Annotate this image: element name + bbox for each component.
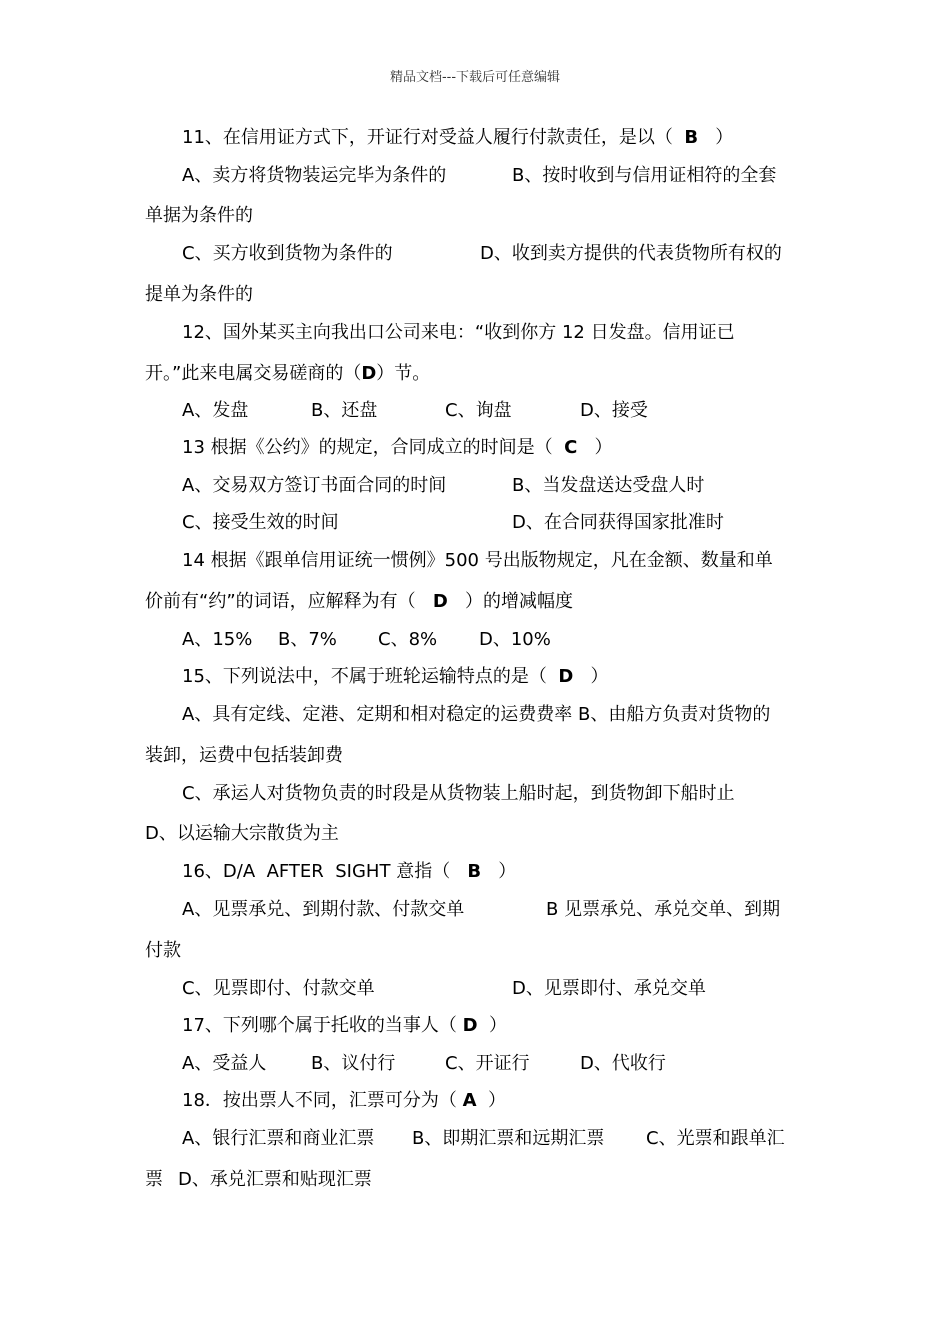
- question-12-line1: 12、国外某买主向我出口公司来电：“收到你方 12 日发盘。信用证已: [182, 322, 735, 343]
- question-15-text: 15、下列说法中，不属于班轮运输特点的是（: [182, 666, 547, 687]
- question-17-answer: D: [462, 1015, 478, 1036]
- question-12-line2: [145, 362, 430, 386]
- question-15-option-c: C、承运人对货物负责的时段是从货物装上船时起，到货物卸下船时止: [182, 783, 735, 804]
- page-header: 精品文档---下载后可任意编辑: [389, 70, 561, 85]
- question-16-answer: B: [467, 861, 482, 882]
- question-16-option-d: D、见票即付、承兑交单: [512, 978, 706, 999]
- question-16-option-b-cont: 付款: [145, 940, 181, 961]
- question-18-close: ）: [488, 1090, 507, 1111]
- question-15-option-d: D、以运输大宗散货为主: [145, 823, 339, 844]
- question-11-answer: B: [684, 127, 699, 148]
- question-15-option-ab: A、具有定线、定港、定期和相对稳定的运费费率 B、由船方负责对货物的: [182, 704, 771, 725]
- question-17-option-d: D、代收行: [580, 1053, 666, 1074]
- question-11-close: ）: [715, 127, 734, 148]
- question-14-answer: D: [432, 591, 448, 612]
- question-11-stem: [182, 126, 733, 150]
- question-13-stem: [182, 436, 612, 460]
- question-14-line1: 14 根据《跟单信用证统一惯例》500 号出版物规定，凡在金额、数量和单: [182, 550, 773, 571]
- question-18-option-a: A、银行汇票和商业汇票: [182, 1128, 375, 1149]
- question-16-option-a: A、见票承兑、到期付款、付款交单: [182, 899, 465, 920]
- question-12-option-b: B、还盘: [311, 400, 378, 421]
- question-14-line2-pre: 价前有“约”的词语，应解释为有（: [145, 591, 416, 612]
- question-14-line2: [145, 590, 573, 614]
- question-15-option-b-cont: 装卸，运费中包括装卸费: [145, 745, 343, 766]
- question-11-text: 11、在信用证方式下，开证行对受益人履行付款责任，是以（: [182, 127, 673, 148]
- question-18-option-b: B、即期汇票和远期汇票: [412, 1128, 605, 1149]
- question-13-text: 13 根据《公约》的规定，合同成立的时间是（: [182, 437, 553, 458]
- question-14-option-c: C、8%: [378, 629, 438, 650]
- question-11-option-a: A、卖方将货物装运完毕为条件的: [182, 165, 447, 186]
- question-17-stem: [182, 1014, 507, 1038]
- question-15-answer: D: [558, 666, 574, 687]
- question-17-option-c: C、开证行: [445, 1053, 530, 1074]
- question-16-option-b: B 见票承兑、承兑交单、到期: [546, 899, 781, 920]
- question-18-text: 18．按出票人不同，汇票可分为（: [182, 1090, 457, 1111]
- question-18-answer: A: [462, 1090, 477, 1111]
- question-18-stem: [182, 1089, 506, 1113]
- question-14-option-a: A、15%: [182, 629, 253, 650]
- question-12-option-c: C、询盘: [445, 400, 512, 421]
- question-12-option-d: D、接受: [580, 400, 648, 421]
- question-12-answer: D: [361, 363, 377, 384]
- question-13-option-b: B、当发盘送达受盘人时: [512, 475, 705, 496]
- question-11-option-d: D、收到卖方提供的代表货物所有权的: [480, 243, 782, 264]
- question-12-option-a: A、发盘: [182, 400, 249, 421]
- question-18-option-c-cont: 票: [145, 1169, 163, 1190]
- question-17-option-a: A、受益人: [182, 1053, 267, 1074]
- question-16-option-c: C、见票即付、付款交单: [182, 978, 375, 999]
- question-15-stem: [182, 665, 608, 689]
- question-17-close: ）: [489, 1015, 508, 1036]
- question-12-line2-post: ）节。: [376, 363, 431, 384]
- question-16-stem: [182, 860, 516, 884]
- question-14-line2-post: ）的增减幅度: [464, 591, 573, 612]
- question-13-option-d: D、在合同获得国家批准时: [512, 512, 724, 533]
- question-14-option-b: B、7%: [278, 629, 337, 650]
- question-12-line2-pre: 开。”此来电属交易磋商的（: [145, 363, 362, 384]
- question-16-close: ）: [498, 861, 517, 882]
- question-16-text: 16、D/A AFTER SIGHT 意指（: [182, 861, 451, 882]
- question-17-text: 17、下列哪个属于托收的当事人（: [182, 1015, 457, 1036]
- question-14-option-d: D、10%: [479, 629, 551, 650]
- question-11-option-b: B、按时收到与信用证相符的全套: [512, 165, 777, 186]
- question-17-option-b: B、议付行: [311, 1053, 396, 1074]
- question-15-close: ）: [590, 666, 609, 687]
- question-11-option-d-cont: 提单为条件的: [145, 284, 253, 305]
- question-13-option-a: A、交易双方签订书面合同的时间: [182, 475, 447, 496]
- question-11-option-b-cont: 单据为条件的: [145, 205, 253, 226]
- question-11-option-c: C、买方收到货物为条件的: [182, 243, 393, 264]
- question-18-option-d: D、承兑汇票和贴现汇票: [178, 1169, 372, 1190]
- question-13-option-c: C、接受生效的时间: [182, 512, 339, 533]
- question-13-close: ）: [594, 437, 613, 458]
- question-13-answer: C: [564, 437, 578, 458]
- question-18-option-c: C、光票和跟单汇: [646, 1128, 785, 1149]
